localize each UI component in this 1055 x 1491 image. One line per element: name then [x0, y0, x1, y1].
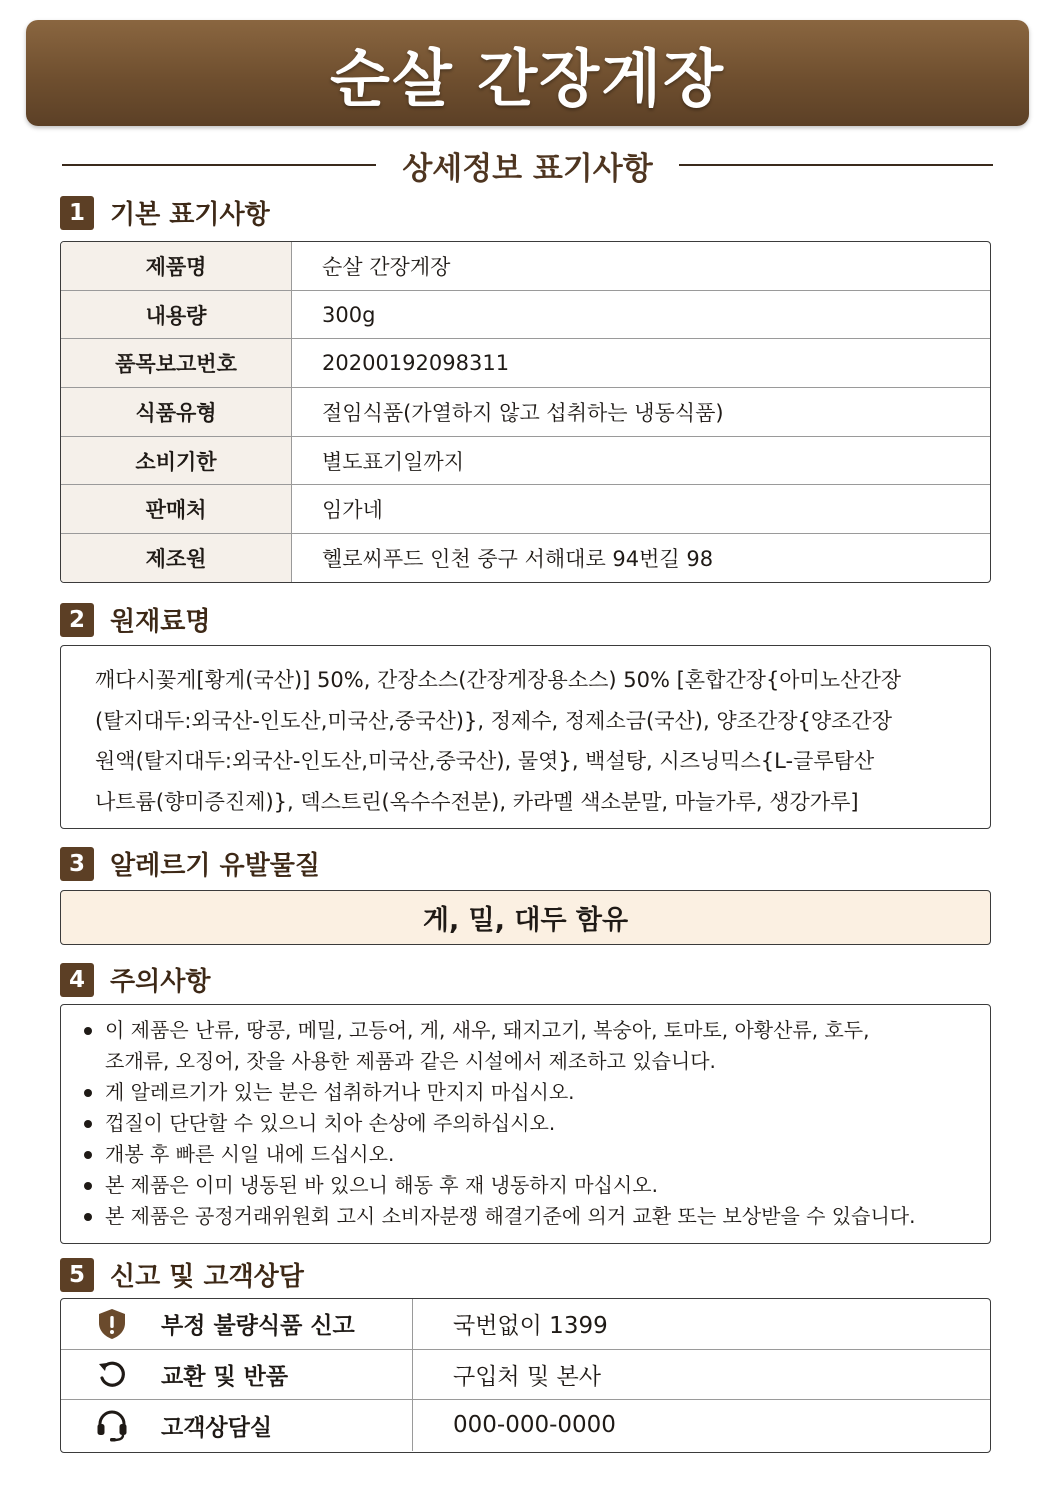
section-title: 원재료명: [110, 607, 211, 637]
list-item: 개봉 후 빠른 시일 내에 드십시오.: [79, 1139, 970, 1170]
ingredients-line: 나트륨(향미증진제)}, 덱스트린(옥수수전분), 카라멜 색소분말, 마늘가루, 생강가루]: [95, 789, 859, 814]
row-label: 제조원: [61, 534, 292, 583]
row-value: 순살 간장게장: [322, 254, 451, 279]
contact-label: 부정 불량식품 신고: [161, 1313, 355, 1340]
exchange-arrow-icon: [95, 1357, 129, 1391]
contact-value: 국번없이 1399: [453, 1313, 608, 1340]
section-number: 3: [60, 847, 94, 881]
table-row: [61, 1400, 990, 1451]
section-number: 5: [60, 1258, 94, 1292]
row-label: 제품명: [61, 242, 292, 290]
section-ingredients-heading: [60, 601, 210, 638]
list-item: 껍질이 단단할 수 있으니 치아 손상에 주의하십시오.: [79, 1108, 970, 1139]
row-label: 식품유형: [61, 388, 292, 436]
row-label: 내용량: [61, 291, 292, 339]
divider-right: [679, 164, 993, 166]
table-row: [61, 534, 990, 583]
table-row: [61, 291, 990, 340]
caution-box: [60, 1004, 991, 1244]
table-row: [61, 437, 990, 486]
row-value: 300g: [322, 302, 376, 327]
contact-value: 000-000-0000: [453, 1412, 616, 1439]
section-caution-heading: [60, 961, 210, 998]
ingredients-line: 깨다시꽃게[황게(국산)] 50%, 간장소스(간장게장용소스) 50% [혼합간장{아미노산간장: [95, 668, 902, 692]
list-item: 본 제품은 공정거래위원회 고시 소비자분쟁 해결기준에 의거 교환 또는 보상받을 수 있습니다.: [79, 1201, 970, 1232]
row-value: 헬로씨푸드 인천 중구 서해대로 94번길 98: [322, 547, 714, 572]
page-subtitle: 상세정보 표기사항: [402, 150, 653, 187]
caution-text-cont: 조개류, 오징어, 잣을 사용한 제품과 같은 시설에서 제조하고 있습니다.: [105, 1049, 716, 1073]
section-title: 알레르기 유발물질: [110, 851, 320, 881]
contact-table: [60, 1298, 991, 1453]
section-title: 신고 및 고객상담: [110, 1262, 304, 1292]
caution-list: [79, 1015, 970, 1232]
table-row: [61, 388, 990, 437]
row-value: 임가네: [322, 498, 383, 523]
row-label: 판매처: [61, 485, 292, 533]
allergen-text: 게, 밀, 대두 함유: [422, 905, 629, 936]
row-value: 20200192098311: [322, 351, 510, 376]
subtitle-row: [62, 140, 993, 190]
product-title: 순살 간장게장: [330, 41, 725, 115]
row-value: 별도표기일까지: [322, 449, 465, 474]
shield-alert-icon: [95, 1307, 129, 1341]
title-banner: [26, 20, 1029, 126]
section-number: 2: [60, 603, 94, 637]
contact-value: 구입처 및 본사: [453, 1363, 601, 1390]
contact-label-cell: [61, 1350, 413, 1400]
table-row: [61, 242, 990, 291]
contact-label: 고객상담실: [161, 1414, 273, 1441]
list-item: 게 알레르기가 있는 분은 섭취하거나 만지지 마십시오.: [79, 1077, 970, 1108]
divider-left: [62, 164, 376, 166]
section-contact-heading: [60, 1256, 304, 1293]
table-row: [61, 485, 990, 534]
allergen-box: [60, 890, 991, 945]
row-label: 소비기한: [61, 437, 292, 485]
table-row: [61, 1299, 990, 1350]
contact-label-cell: [61, 1400, 413, 1451]
section-title: 주의사항: [110, 967, 211, 997]
section-title: 기본 표기사항: [110, 200, 270, 230]
table-row: [61, 1350, 990, 1401]
row-value: 절임식품(가열하지 않고 섭취하는 냉동식품): [322, 400, 724, 425]
contact-label: 교환 및 반품: [161, 1363, 289, 1390]
list-item: 본 제품은 이미 냉동된 바 있으니 해동 후 재 냉동하지 마십시오.: [79, 1170, 970, 1201]
row-label: 품목보고번호: [61, 339, 292, 387]
ingredients-box: [60, 645, 991, 829]
table-row: [61, 339, 990, 388]
section-allergen-heading: [60, 845, 320, 882]
contact-label-cell: [61, 1299, 413, 1349]
ingredients-line: 원액(탈지대두:외국산-인도산,미국산,중국산), 물엿}, 백설탕, 시즈닝믹스{L-글루탐산: [95, 749, 875, 773]
ingredients-line: (탈지대두:외국산-인도산,미국산,중국산)}, 정제수, 정제소금(국산), 양조간장{양조간장: [95, 708, 892, 733]
section-number: 1: [60, 196, 94, 230]
section-basic-heading: [60, 194, 270, 231]
basic-info-table: [60, 241, 991, 583]
section-number: 4: [60, 963, 94, 997]
caution-text: 이 제품은 난류, 땅콩, 메밀, 고등어, 게, 새우, 돼지고기, 복숭아, 토마토, 아황산류, 호두,: [105, 1018, 870, 1042]
headset-icon: [95, 1408, 129, 1442]
list-item: [79, 1015, 970, 1077]
